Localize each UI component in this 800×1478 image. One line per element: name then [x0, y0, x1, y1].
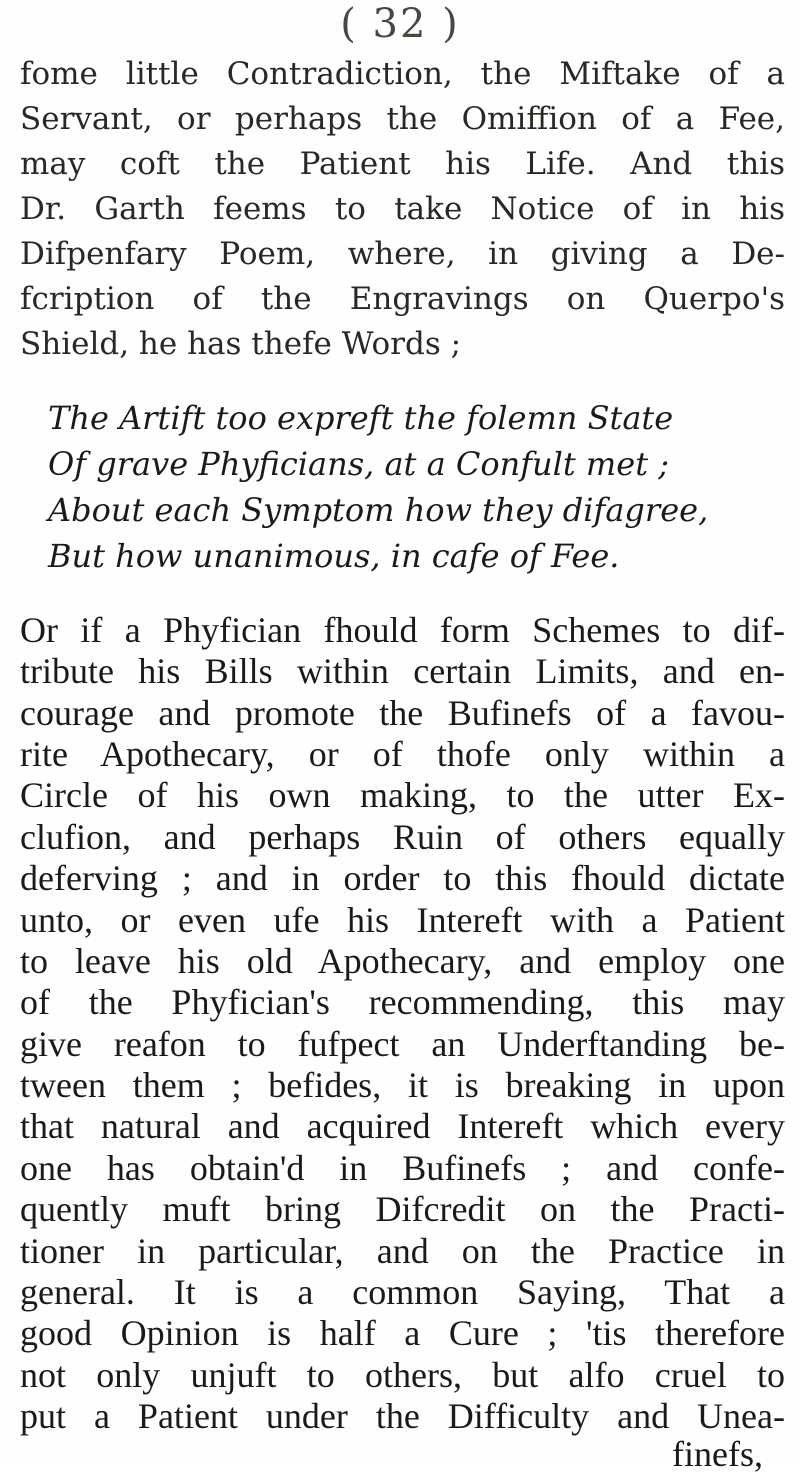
text-line: fome little Contradiction, the Miftake of a	[20, 56, 785, 92]
text-line: clufion, and perhaps Ruin of others equally	[20, 817, 785, 857]
verse-line: About each Symptom how they difagree,	[48, 491, 709, 529]
text-line: good Opinion is half a Cure ; 'tis therefore	[20, 1313, 785, 1353]
text-line: tween them ; befides, it is breaking in upon	[20, 1065, 785, 1105]
text-line: courage and promote the Bufinefs of a favou-	[20, 693, 785, 733]
text-line: Servant, or perhaps the Omiffion of a Fee,	[20, 101, 785, 137]
text-line: not only unjuft to others, but alfo cruel to	[20, 1355, 785, 1395]
text-line: fcription of the Engravings on Querpo's	[20, 281, 785, 317]
page-number: ( 32 )	[340, 1, 460, 47]
text-line: Or if a Phyfician fhould form Schemes to dif-	[20, 610, 785, 650]
text-line: give reafon to fufpect an Underftanding be-	[20, 1024, 785, 1064]
text-line: unto, or even ufe his Intereft with a Patient	[20, 900, 785, 940]
text-line: deferving ; and in order to this fhould dictate	[20, 858, 785, 898]
text-line: tribute his Bills within certain Limits, and en-	[20, 651, 785, 691]
text-line: Circle of his own making, to the utter Ex-	[20, 775, 785, 815]
verse-line: The Artift too expreft the folemn State	[48, 399, 674, 437]
text-line: put a Patient under the Difficulty and Unea-	[20, 1396, 785, 1436]
text-line: may coft the Patient his Life. And this	[20, 146, 785, 182]
verse-line: Of grave Phyficians, at a Confult met ;	[48, 445, 669, 483]
text-line: quently muft bring Difcredit on the Practi-	[20, 1189, 785, 1229]
text-line: one has obtain'd in Bufinefs ; and confe-	[20, 1148, 785, 1188]
text-line: to leave his old Apothecary, and employ one	[20, 941, 785, 981]
verse-line: But how unanimous, in cafe of Fee.	[48, 537, 620, 575]
text-line: tioner in particular, and on the Practice in	[20, 1231, 785, 1271]
text-line: Difpenfary Poem, where, in giving a De-	[20, 236, 785, 272]
catchword: finefs,	[672, 1434, 763, 1474]
text-line: that natural and acquired Intereft which every	[20, 1106, 785, 1146]
text-line: Dr. Garth feems to take Notice of in his	[20, 191, 785, 227]
text-line: rite Apothecary, or of thofe only within a	[20, 734, 785, 774]
text-line: of the Phyfician's recommending, this may	[20, 982, 785, 1022]
text-line: general. It is a common Saying, That a	[20, 1272, 785, 1312]
text-line: Shield, he has thefe Words ;	[20, 326, 462, 362]
